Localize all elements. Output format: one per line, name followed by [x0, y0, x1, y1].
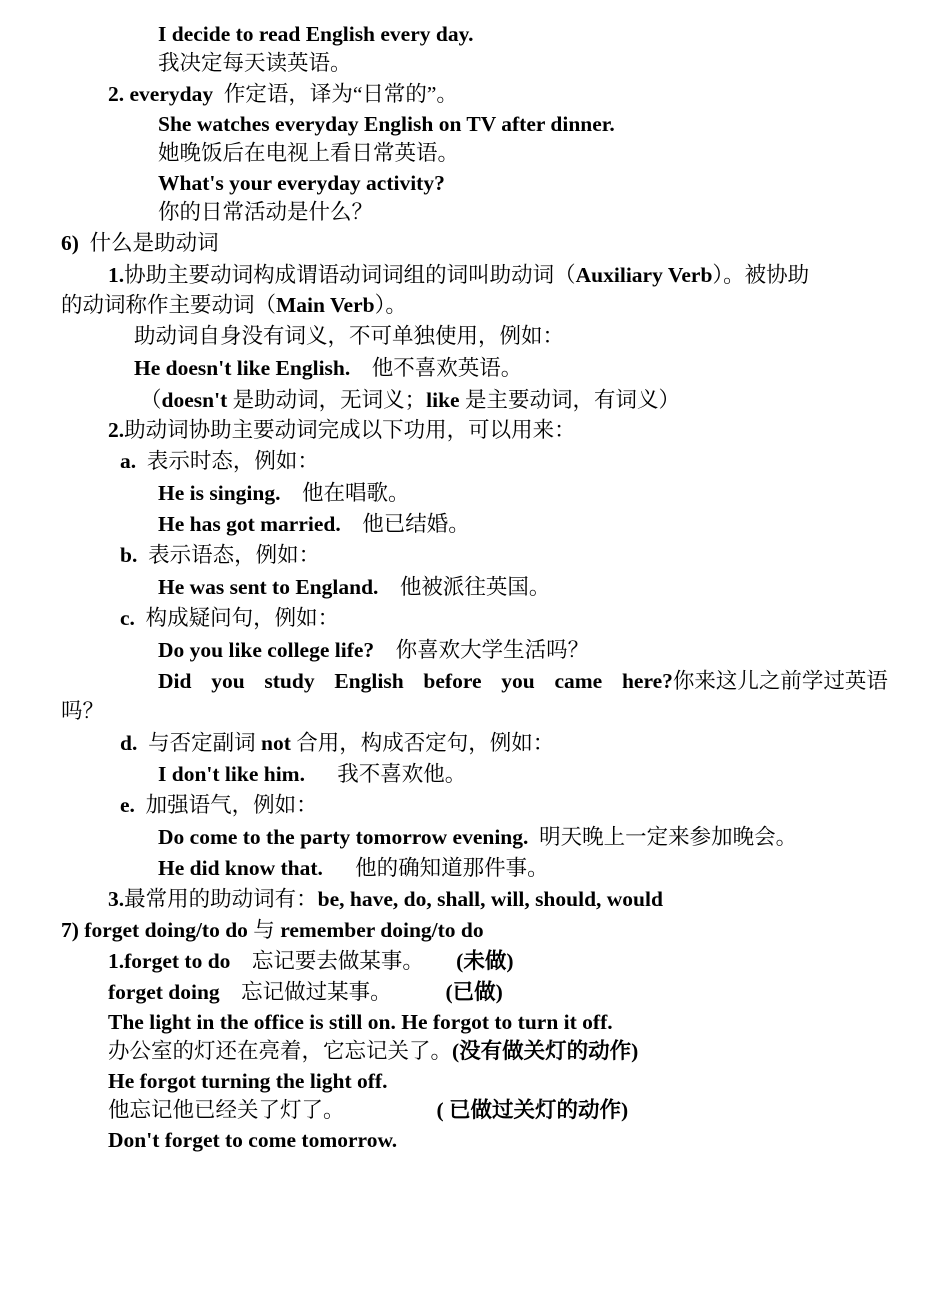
example-sentence-en: He is singing.	[158, 481, 281, 505]
sub-point	[120, 604, 339, 632]
sub-point-text: 合用，构成否定句，例如：	[290, 731, 555, 755]
example-line	[108, 1037, 638, 1065]
sub-point	[120, 729, 554, 757]
word: came	[554, 669, 603, 693]
usage-note: (未做)	[456, 949, 514, 973]
sub-point-text: 加强语气，例如：	[145, 793, 318, 817]
example-line	[158, 479, 409, 507]
example-sentence-en: Don't forget to come tomorrow.	[108, 1128, 398, 1152]
example-line	[158, 823, 797, 851]
word: study	[264, 669, 315, 693]
example-sentence-zh: 他被派往英国。	[399, 575, 551, 599]
usage-meaning: 忘记要去做某事。	[251, 949, 424, 973]
point-text: 作定语，译为“日常的”。	[223, 82, 458, 106]
usage-note: ( 已做过关灯的动作)	[436, 1098, 629, 1122]
example-sentence-en: Do come to the party tomorrow evening.	[158, 825, 529, 849]
example-sentence-zh: 她晚饭后在电视上看日常英语。	[158, 141, 460, 165]
word: here?	[621, 669, 673, 693]
example-sentence-en: What's your everyday activity?	[158, 171, 445, 195]
usage-term: 1.forget to do	[108, 949, 231, 973]
example-sentence-zh: 你喜欢大学生活吗？	[395, 638, 590, 662]
point-number: 2. everyday	[108, 82, 214, 106]
usage-note: (已做)	[445, 980, 503, 1004]
usage-note: (没有做关灯的动作)	[452, 1039, 639, 1063]
example-sentence-zh: 你来这儿之前学过英语	[672, 669, 888, 693]
section-title: 与	[253, 918, 275, 942]
note-text: 是助动词，无词义；	[227, 388, 427, 412]
example-sentence-zh: 你的日常活动是什么？	[158, 200, 374, 224]
paragraph-text: ）。被协助	[712, 263, 810, 287]
example-sentence-en: He has got married.	[158, 512, 341, 536]
sub-point-label: d.	[120, 731, 138, 755]
example-line-continuation: 吗？	[61, 699, 105, 723]
sub-point-label: c.	[120, 606, 135, 630]
word: Did	[158, 669, 192, 693]
paragraph-line	[108, 261, 809, 289]
sub-point-label: e.	[120, 793, 135, 817]
word: you	[211, 669, 245, 693]
example-sentence-en: The light in the office is still on. He forgot to turn it off.	[108, 1010, 613, 1034]
paragraph-line	[108, 885, 663, 913]
example-sentence-en: She watches everyday English on TV after dinner.	[158, 112, 615, 136]
section-number: 6)	[61, 231, 79, 255]
sub-point-text: 表示语态，例如：	[148, 543, 321, 567]
paragraph-text: 协助主要动词构成谓语动词词组的词叫助动词（	[124, 263, 576, 287]
auxiliary-verb-list: be, have, do, shall, will, should, would	[317, 887, 663, 911]
point-heading	[108, 80, 458, 108]
sub-point-text: 与否定副词	[148, 731, 261, 755]
example-sentence-zh: 他已结婚。	[362, 512, 470, 536]
paragraph-line	[61, 291, 407, 319]
example-sentence-zh: 明天晚上一定来参加晚会。	[539, 825, 798, 849]
note-text: 是主要动词，有词义）	[459, 388, 680, 412]
paragraph-text: 的动词称作主要动词（	[61, 293, 277, 317]
example-sentence-en: I don't like him.	[158, 762, 305, 786]
section-title: remember doing/to do	[274, 918, 484, 942]
sub-point-label: b.	[120, 543, 138, 567]
example-sentence-en: He forgot turning the light off.	[108, 1069, 388, 1093]
example-sentence-en: Do you like college life?	[158, 638, 375, 662]
word	[622, 667, 888, 695]
example-sentence-en: I decide to read English every day.	[158, 22, 474, 46]
sub-point-text: 表示时态，例如：	[146, 449, 319, 473]
example-line	[158, 573, 550, 601]
note-text: （	[140, 388, 162, 412]
example-sentence-zh: 我不喜欢他。	[337, 762, 467, 786]
sub-point	[120, 541, 320, 569]
paragraph-line	[108, 416, 576, 444]
word: before	[423, 669, 482, 693]
example-sentence-en: He was sent to England.	[158, 575, 379, 599]
sub-point-text: 构成疑问句，例如：	[145, 606, 340, 630]
paragraph-text: ）。	[374, 293, 407, 317]
example-line	[108, 1096, 628, 1124]
word: you	[501, 669, 535, 693]
usage-line	[108, 947, 514, 975]
example-sentence-zh: 他的确知道那件事。	[355, 856, 549, 880]
term-en: Auxiliary Verb	[575, 263, 713, 287]
usage-term: forget doing	[108, 980, 220, 1004]
section-heading	[61, 916, 484, 944]
example-line	[158, 636, 589, 664]
sub-point	[120, 791, 318, 819]
paragraph-text: 助动词协助主要动词完成以下功用，可以用来：	[124, 418, 576, 442]
point-number: 3.	[108, 887, 125, 911]
paragraph-text: 最常用的助动词有：	[124, 887, 318, 911]
example-sentence-zh: 他不喜欢英语。	[371, 356, 523, 380]
word: English	[334, 669, 404, 693]
section-title: 什么是助动词	[89, 231, 219, 255]
example-sentence-zh: 我决定每天读英语。	[158, 51, 352, 75]
sub-point-label: a.	[120, 449, 137, 473]
section-heading	[61, 229, 219, 257]
term-en: doesn't	[161, 388, 228, 412]
term-en: like	[426, 388, 460, 412]
example-sentence-zh: 他在唱歌。	[301, 481, 410, 505]
example-sentence-zh: 办公室的灯还在亮着，它忘记关了。	[108, 1039, 453, 1063]
usage-line	[108, 978, 503, 1006]
example-sentence-en: He did know that.	[158, 856, 323, 880]
example-sentence-zh: 他忘记他已经关了灯了。	[108, 1098, 345, 1122]
sub-point	[120, 447, 319, 475]
term-en: Main Verb	[276, 293, 375, 317]
usage-meaning: 忘记做过某事。	[241, 980, 392, 1004]
example-line	[158, 854, 549, 882]
point-number: 2.	[108, 418, 125, 442]
example-line-justified	[158, 667, 888, 695]
section-title: 7) forget doing/to do	[61, 918, 254, 942]
example-sentence-en: He doesn't like English.	[134, 356, 351, 380]
point-number: 1.	[108, 263, 125, 287]
term-en: not	[260, 731, 291, 755]
example-line	[134, 354, 522, 382]
example-line	[158, 760, 466, 788]
example-line	[158, 510, 470, 538]
note-line	[140, 386, 680, 414]
paragraph-line: 助动词自身没有词义，不可单独使用，例如：	[134, 324, 565, 348]
